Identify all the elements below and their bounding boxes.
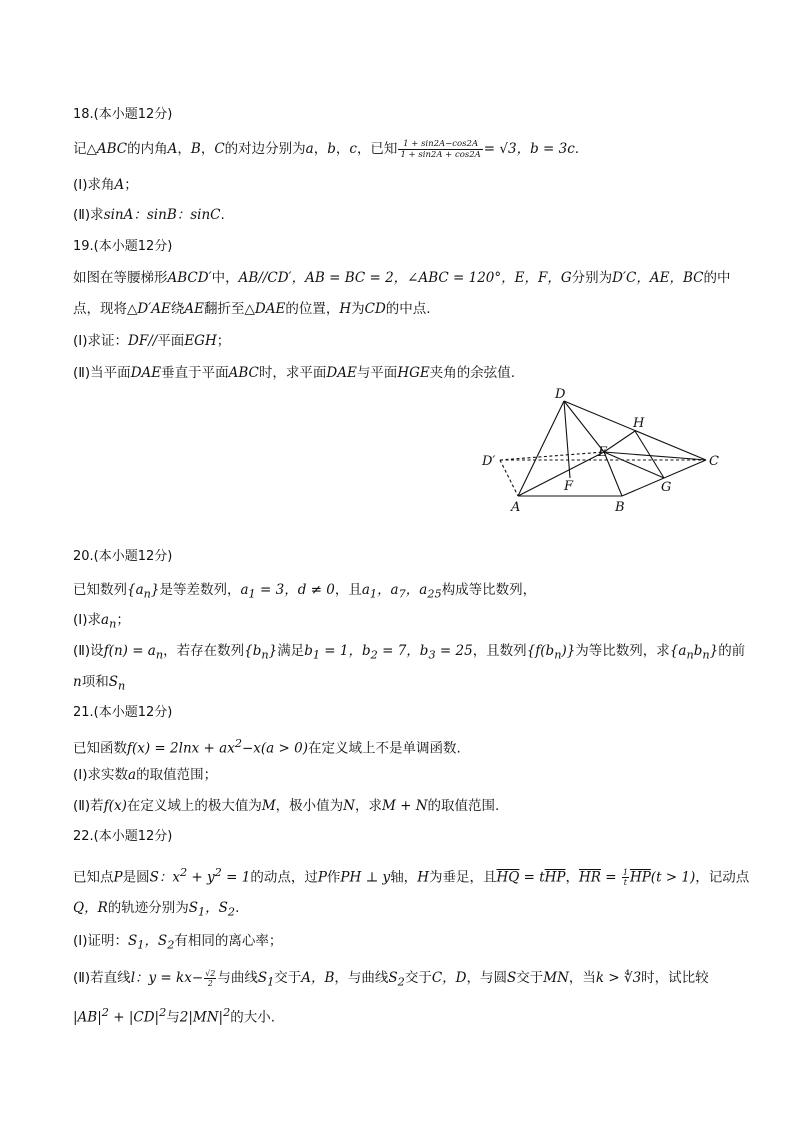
q19-geometry-figure	[478, 384, 728, 519]
q20-stem: 已知数列$\{a_n\}$是等差数列，$a_1 = 3$，d ≠ 0，且$a_1$，$a_7$，$a_{25}$构成等比数列，	[73, 582, 537, 601]
label-C: C	[709, 454, 719, 469]
edge-EH	[604, 431, 635, 452]
q18-fraction: $\frac{1 + \sin 2A-\cos 2A}{1 + \sin 2A + \cos 2A}$	[400, 138, 481, 160]
label-B: B	[615, 500, 625, 515]
q22-part1: (Ⅰ)证明：$S_1$，$S_2$有相同的离心率；	[73, 933, 283, 952]
edge-DpE-dashed	[500, 452, 604, 460]
q22-part2-cont: $|AB|^2 + |CD|^2$与$2|MN|^2$的大小.	[73, 1006, 276, 1026]
q22-stem-line2: Q，R的轨迹分别为$S_1$，$S_2$.	[73, 900, 240, 919]
q22-part2: (Ⅱ)若直线l：y = kx− $\frac{√2}{2}$ 与曲线$S_1$交于A，B，与曲线$S_2$交于C，D，与圆S交于MN，当k > ∜3时，试比较	[73, 968, 709, 989]
edge-DpA-dashed	[500, 460, 518, 496]
q19-part1: (Ⅰ)求证：DF//平面EGH；	[73, 333, 231, 349]
q19-header: 19.(本小题12分)	[73, 239, 173, 254]
q20-header: 20.(本小题12分)	[73, 549, 173, 564]
label-F: F	[564, 479, 574, 494]
q19-stem-line2: 点，现将△D′AE绕AE翻折至△DAE的位置，H为CD的中点.	[73, 301, 431, 317]
label-H: H	[633, 416, 645, 431]
q22-fraction-sqrt2-over-2: $\frac{√2}{2}$	[205, 968, 216, 988]
label-E: E	[598, 445, 608, 460]
edge-DA	[518, 401, 564, 496]
q19-part2: (Ⅱ)当平面DAE垂直于平面ABC时，求平面DAE与平面HGE夹角的余弦值.	[73, 365, 516, 381]
q21-part2: (Ⅱ)若f(x)在定义域上的极大值为M，极小值为N，求M + N的取值范围.	[73, 798, 500, 814]
q22-fraction-1-over-t: $\frac{1}{t}$	[622, 868, 628, 887]
q21-header: 21.(本小题12分)	[73, 705, 173, 720]
label-Dp: D′	[482, 454, 496, 469]
q20-part2: (Ⅱ)设$f(n) = a_n$，若存在数列$\{b_n\}$满足$b_1 = 1$，$b_2 = 7$，$b_3 = 25$，且数列$\{f(b_n)\}$为等比数列，求$\{a_nb_n\}$的前	[73, 643, 746, 662]
q18-part1: (Ⅰ)求角A；	[73, 177, 138, 193]
q20-part1: (Ⅰ)求$a_n$；	[73, 612, 130, 631]
edge-AE	[518, 452, 604, 496]
q22-stem-line1: 已知点P是圆S：$x^2 + y^2 = 1$的动点，过P作PH ⊥ y轴，H为垂足，且$\overline{HQ} = t\overline{HP}$，$\overline{HR}$ = $\frac{1}{t}$ $\overline{HP}(t > 1)$，记动点	[73, 866, 750, 887]
q21-stem: 已知函数$f(x) = 2\ln x + ax^2-x(a > 0)$在定义域上不是单调函数.	[73, 737, 461, 757]
q18-header: 18.(本小题12分)	[73, 107, 173, 122]
q22-header: 22.(本小题12分)	[73, 829, 173, 844]
q18-part2: (Ⅱ)求sinA：sinB：sinC.	[73, 207, 225, 223]
label-D: D	[555, 387, 566, 402]
q21-part1: (Ⅰ)求实数a的取值范围；	[73, 767, 218, 783]
q19-stem-line1: 如图在等腰梯形ABCD′中，AB//CD′，AB = BC = 2，∠ABC = 120°，E，F，G分别为D′C，AE，BC的中	[73, 270, 731, 286]
label-G: G	[661, 480, 672, 495]
label-A: A	[511, 500, 521, 515]
q20-part2-cont: n项和$S_n$	[73, 674, 126, 693]
q18-stem: 记△ABC的内角A，B，C的对边分别为a，b，c，已知 $\frac{1 + \sin 2A-\cos 2A}{1 + \sin 2A + \cos 2A}$ = √3，b = 3c.	[73, 138, 580, 160]
edge-DF	[564, 401, 570, 478]
